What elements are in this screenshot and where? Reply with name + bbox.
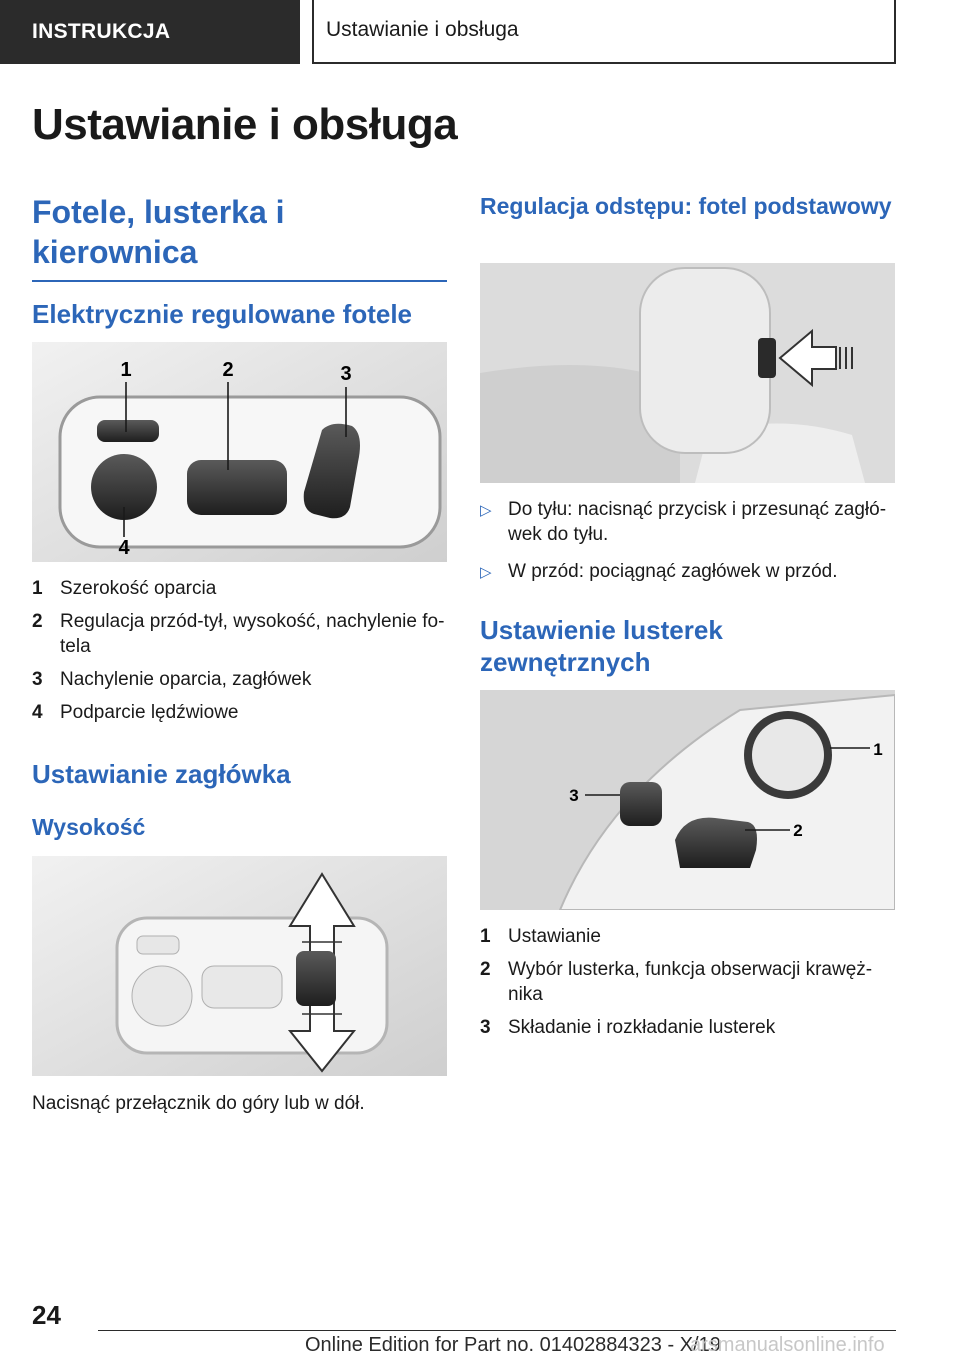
footer-divider (98, 1330, 896, 1331)
seat-controls-list (32, 576, 447, 733)
mirror-callout-1: 1 (873, 740, 883, 759)
seats-heading: Elektrycznie regulowane fotele (32, 299, 413, 329)
mirrors-heading: Ustawienie lusterek zewnętrznych (480, 615, 723, 677)
list-item (480, 924, 895, 949)
mirror-controls-image (480, 690, 895, 910)
triangle-right-icon: ▷ (480, 502, 492, 519)
list-item (32, 667, 447, 692)
distance-steps (480, 497, 895, 596)
footer-edition: Online Edition for Part no. 01402884323 - X/19 (305, 1334, 721, 1356)
item-number: 3 (480, 1017, 491, 1038)
item-number: 4 (32, 702, 43, 723)
item-text: Ustawianie (508, 926, 601, 947)
list-item (480, 1015, 895, 1040)
headrest-distance-image (480, 263, 895, 483)
list-item (32, 576, 447, 601)
mirror-callout-2: 2 (793, 821, 803, 840)
height-subheading: Wysokość (32, 814, 146, 840)
page-number: 24 (32, 1300, 61, 1330)
seat-callout-4: 4 (118, 537, 130, 559)
page-title: Ustawianie i obsługa (32, 100, 458, 149)
list-item (480, 497, 895, 547)
item-number: 3 (32, 669, 43, 690)
list-item (480, 957, 895, 1007)
item-number: 1 (32, 578, 43, 599)
item-text: Składanie i rozkładanie lusterek (508, 1017, 776, 1038)
mirror-controls-list (480, 924, 895, 1048)
item-text: Wybór lusterka, funkcja obserwacji krawężnika (508, 959, 873, 1005)
item-text: Szerokość oparcia (60, 578, 217, 599)
watermark: arsmanualsonline.info (690, 1334, 885, 1356)
header-section-label: INSTRUKCJA (0, 0, 300, 64)
item-number: 2 (480, 959, 491, 980)
list-item (32, 700, 447, 725)
distance-heading: Regulacja odstępu: fotel podstawowy (480, 193, 892, 219)
item-text: Do tyłu: nacisnąć przycisk i przesunąć zagłówek do tyłu. (508, 499, 887, 545)
item-text: Regulacja przód-tył, wysokość, nachylenie fotela (60, 611, 445, 657)
headrest-heading: Ustawianie zagłówka (32, 759, 291, 789)
mirror-callout-3: 3 (569, 786, 579, 805)
headrest-instruction: Nacisnąć przełącznik do góry lub w dół. (32, 1093, 365, 1114)
item-text: W przód: pociągnąć zagłówek w przód. (508, 561, 838, 582)
list-item (480, 559, 895, 584)
seat-callout-3: 3 (340, 363, 352, 385)
header-chapter-label: Ustawianie i obsługa (326, 18, 519, 41)
headrest-height-image (32, 856, 447, 1076)
triangle-right-icon: ▷ (480, 564, 492, 581)
item-text: Nachylenie oparcia, zagłówek (60, 669, 312, 690)
item-number: 2 (32, 611, 43, 632)
item-number: 1 (480, 926, 491, 947)
list-item (32, 609, 447, 659)
seat-controls-image (32, 342, 447, 562)
seat-callout-2: 2 (222, 359, 234, 381)
seat-callout-1: 1 (120, 359, 132, 381)
item-text: Podparcie lędźwiowe (60, 702, 239, 723)
section-title: Fotele, lusterka i kierownica (32, 192, 447, 282)
header-chapter-tab (312, 0, 896, 64)
